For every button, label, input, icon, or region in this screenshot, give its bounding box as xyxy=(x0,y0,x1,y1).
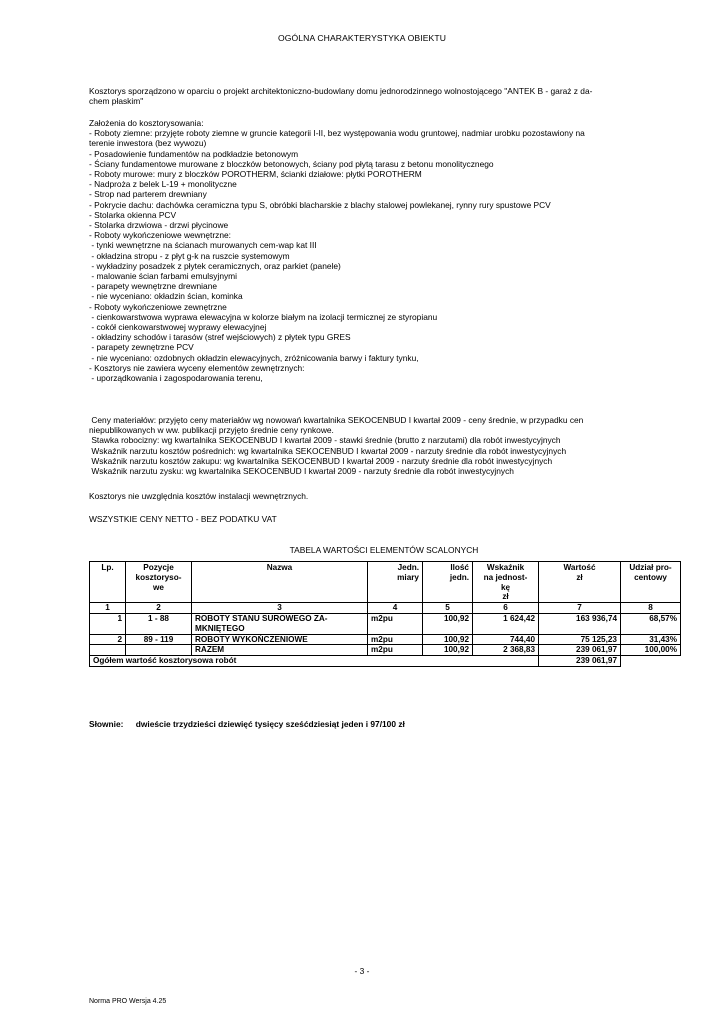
assumptions-list xyxy=(89,118,689,383)
assumption-line: - Nadproża z belek L-19 + monolityczne xyxy=(89,179,237,190)
column-number: 4 xyxy=(368,603,423,614)
table-row xyxy=(90,634,681,645)
total-quantity: 100,92 xyxy=(423,645,473,656)
total-lp xyxy=(90,645,126,656)
total-row xyxy=(90,645,681,656)
header-share: Udział pro- centowy xyxy=(621,562,681,603)
header-positions: Pozycje kosztoryso- we xyxy=(126,562,192,603)
table-row xyxy=(90,613,681,634)
assumption-line: - Kosztorys nie zawiera wyceny elementów zewnętrznych: xyxy=(89,362,305,373)
column-number: 1 xyxy=(90,603,126,614)
header-quantity: Ilość jedn. xyxy=(423,562,473,603)
assumption-line: - nie wyceniano: okładzin ścian, kominka xyxy=(89,291,243,302)
row-lp: 1 xyxy=(90,613,126,634)
assumption-line: - wykładziny posadzek z płytek ceramicznych, oraz parkiet (panele) xyxy=(89,260,341,271)
total-unit: m2pu xyxy=(368,645,423,656)
row-value: 75 125,23 xyxy=(539,634,621,645)
column-number: 8 xyxy=(621,603,681,614)
assumption-line: - cokół cienkowarstwowej wyprawy elewacyjnej xyxy=(89,322,267,333)
total-value: 239 061,97 xyxy=(539,645,621,656)
column-number: 7 xyxy=(539,603,621,614)
assumption-line: - Roboty wykończeniowe wewnętrzne: xyxy=(89,230,231,241)
assumption-line: terenie inwestora (bez wywozu) xyxy=(89,138,207,149)
assumption-line: - Roboty wykończeniowe zewnętrzne xyxy=(89,301,227,312)
amount-in-words xyxy=(89,719,405,729)
column-number: 6 xyxy=(473,603,539,614)
assumption-line: - malowanie ścian farbami emulsyjnymi xyxy=(89,271,238,282)
column-number-row xyxy=(90,603,681,614)
assumption-line: Założenia do kosztorysowania: xyxy=(89,118,204,128)
assumption-line: - Ściany fundamentowe murowane z bloczków betonowych, ściany pod płytą tarasu z betonu monolitycznego xyxy=(89,158,494,169)
footer-software-version: Norma PRO Wersja 4.25 xyxy=(89,998,167,1005)
total-name: RAZEM xyxy=(192,645,368,656)
assumption-line: - nie wyceniano: ozdobnych okładzin elewacyjnych, zróżnicowania barwy i faktury tynku, xyxy=(89,352,419,363)
amount-in-words-label: Słownie: xyxy=(89,719,124,729)
pricing-line: niepublikowanych w ww. publikacji przyjęto średnie ceny rynkowe. xyxy=(89,425,334,436)
assumption-line: - uporządkowania i zagospodarowania terenu, xyxy=(89,373,263,384)
pricing-basis xyxy=(89,415,689,476)
pricing-line: Stawka robocizny: wg kwartalnika SEKOCENBUD I kwartał 2009 - stawki średnie (brutto z narzutami) dla robót inwestycyjnych xyxy=(89,435,561,446)
pricing-line: Wskaźnik narzutu kosztów zakupu: wg kwartalnika SEKOCENBUD I kwartał 2009 - narzuty średnie dla robót inwestycyjnych xyxy=(89,455,553,466)
assumption-line: - Posadowienie fundamentów na podkładzie betonowym xyxy=(89,148,299,159)
grand-total-value: 239 061,97 xyxy=(539,656,621,667)
header-name: Nazwa xyxy=(192,562,368,603)
column-number: 3 xyxy=(192,603,368,614)
row-value: 163 936,74 xyxy=(539,613,621,634)
row-share: 31,43% xyxy=(621,634,681,645)
row-quantity: 100,92 xyxy=(423,634,473,645)
page-title: OGÓLNA CHARAKTERYSTYKA OBIEKTU xyxy=(277,33,447,43)
pricing-line: Wskaźnik narzutu zysku: wg kwartalnika SEKOCENBUD I kwartał 2009 - narzuty średnie dla robót inwestycyjnych xyxy=(89,466,514,477)
row-unit: m2pu xyxy=(368,634,423,645)
assumption-line: - Stolarka drzwiowa - drzwi płycinowe xyxy=(89,220,229,231)
amount-in-words-text: dwieście trzydzieści dziewięć tysięcy sześćdziesiąt jeden i 97/100 zł xyxy=(135,719,405,729)
row-positions: 89 - 119 xyxy=(126,634,192,645)
assumption-line: - Stolarka okienna PCV xyxy=(89,209,177,220)
intro-paragraph xyxy=(89,86,679,106)
row-quantity: 100,92 xyxy=(423,613,473,634)
assumption-line: - cienkowarstwowa wyprawa elewacyjna w kolorze białym na izolacji termicznej ze styropianu xyxy=(89,311,438,322)
grand-total-row xyxy=(90,656,681,667)
row-index: 744,40 xyxy=(473,634,539,645)
header-value: Wartość zł xyxy=(539,562,621,603)
row-name: ROBOTY WYKOŃCZENIOWE xyxy=(192,634,368,645)
assumption-line: - Roboty ziemne: przyjęte roboty ziemne w gruncie kategorii I-II, bez występowania wodu gruntowej, nadmiar urobku pozostawiony na xyxy=(89,128,585,139)
page-number: - 3 - xyxy=(354,966,370,976)
column-number: 2 xyxy=(126,603,192,614)
assumption-line: - Roboty murowe: mury z bloczków POROTHERM, ścianki działowe: płytki POROTHERM xyxy=(89,169,422,180)
grand-total-label: Ogółem wartość kosztorysowa robót xyxy=(90,656,539,667)
assumption-line: - okładzina stropu - z płyt g-k na ruszcie systemowym xyxy=(89,250,290,261)
column-number: 5 xyxy=(423,603,473,614)
note-net-prices: WSZYSTKIE CENY NETTO - BEZ PODATKU VAT xyxy=(89,514,277,524)
assumption-line: - parapety wewnętrzne drewniane xyxy=(89,281,218,292)
assumption-line: - okładziny schodów i tarasów (stref wejściowych) z płytek typu GRES xyxy=(89,332,351,343)
intro-line: Kosztorys sporządzono w oparciu o projekt architektoniczno-budowlany domu jednorodzinnego wolnostojącego "ANTEK B - garaż z da- xyxy=(89,86,593,96)
row-unit: m2pu xyxy=(368,613,423,634)
row-name: ROBOTY STANU SUROWEGO ZA- MKNIĘTEGO xyxy=(192,613,368,634)
pricing-line: Ceny materiałów: przyjęto ceny materiałów wg nowowań kwartalnika SEKOCENBUD I kwartał 2009 - ceny średnie, w przypadku cen xyxy=(89,415,584,425)
table-title: TABELA WARTOŚCI ELEMENTÓW SCALONYCH xyxy=(289,545,479,555)
assumption-line: - Strop nad parterem drewniany xyxy=(89,189,207,200)
row-share: 68,57% xyxy=(621,613,681,634)
assumption-line: - Pokrycie dachu: dachówka ceramiczna typu S, obróbki blacharskie z blachy stalowej powlekanej, rynny rury spustowe PCV xyxy=(89,199,551,210)
row-positions: 1 - 88 xyxy=(126,613,192,634)
table-header-row xyxy=(90,562,681,603)
total-positions xyxy=(126,645,192,656)
assumption-line: - parapety zewnętrzne PCV xyxy=(89,342,194,353)
intro-line: chem płaskim" xyxy=(89,96,144,107)
note-installations: Kosztorys nie uwzględnia kosztów instalacji wewnętrznych. xyxy=(89,491,309,501)
header-unit: Jedn. miary xyxy=(368,562,423,603)
grand-total-empty xyxy=(621,656,681,667)
total-share: 100,00% xyxy=(621,645,681,656)
elements-table xyxy=(89,561,681,667)
total-index: 2 368,83 xyxy=(473,645,539,656)
assumption-line: - tynki wewnętrzne na ścianach murowanych cem-wap kat III xyxy=(89,240,317,251)
row-index: 1 624,42 xyxy=(473,613,539,634)
row-lp: 2 xyxy=(90,634,126,645)
header-index: Wskaźnik na jednost- kę zł xyxy=(473,562,539,603)
header-lp: Lp. xyxy=(90,562,126,603)
pricing-line: Wskaźnik narzutu kosztów pośrednich: wg kwartalnika SEKOCENBUD I kwartał 2009 - narzuty średnie dla robót inwestycyjnych xyxy=(89,445,567,456)
